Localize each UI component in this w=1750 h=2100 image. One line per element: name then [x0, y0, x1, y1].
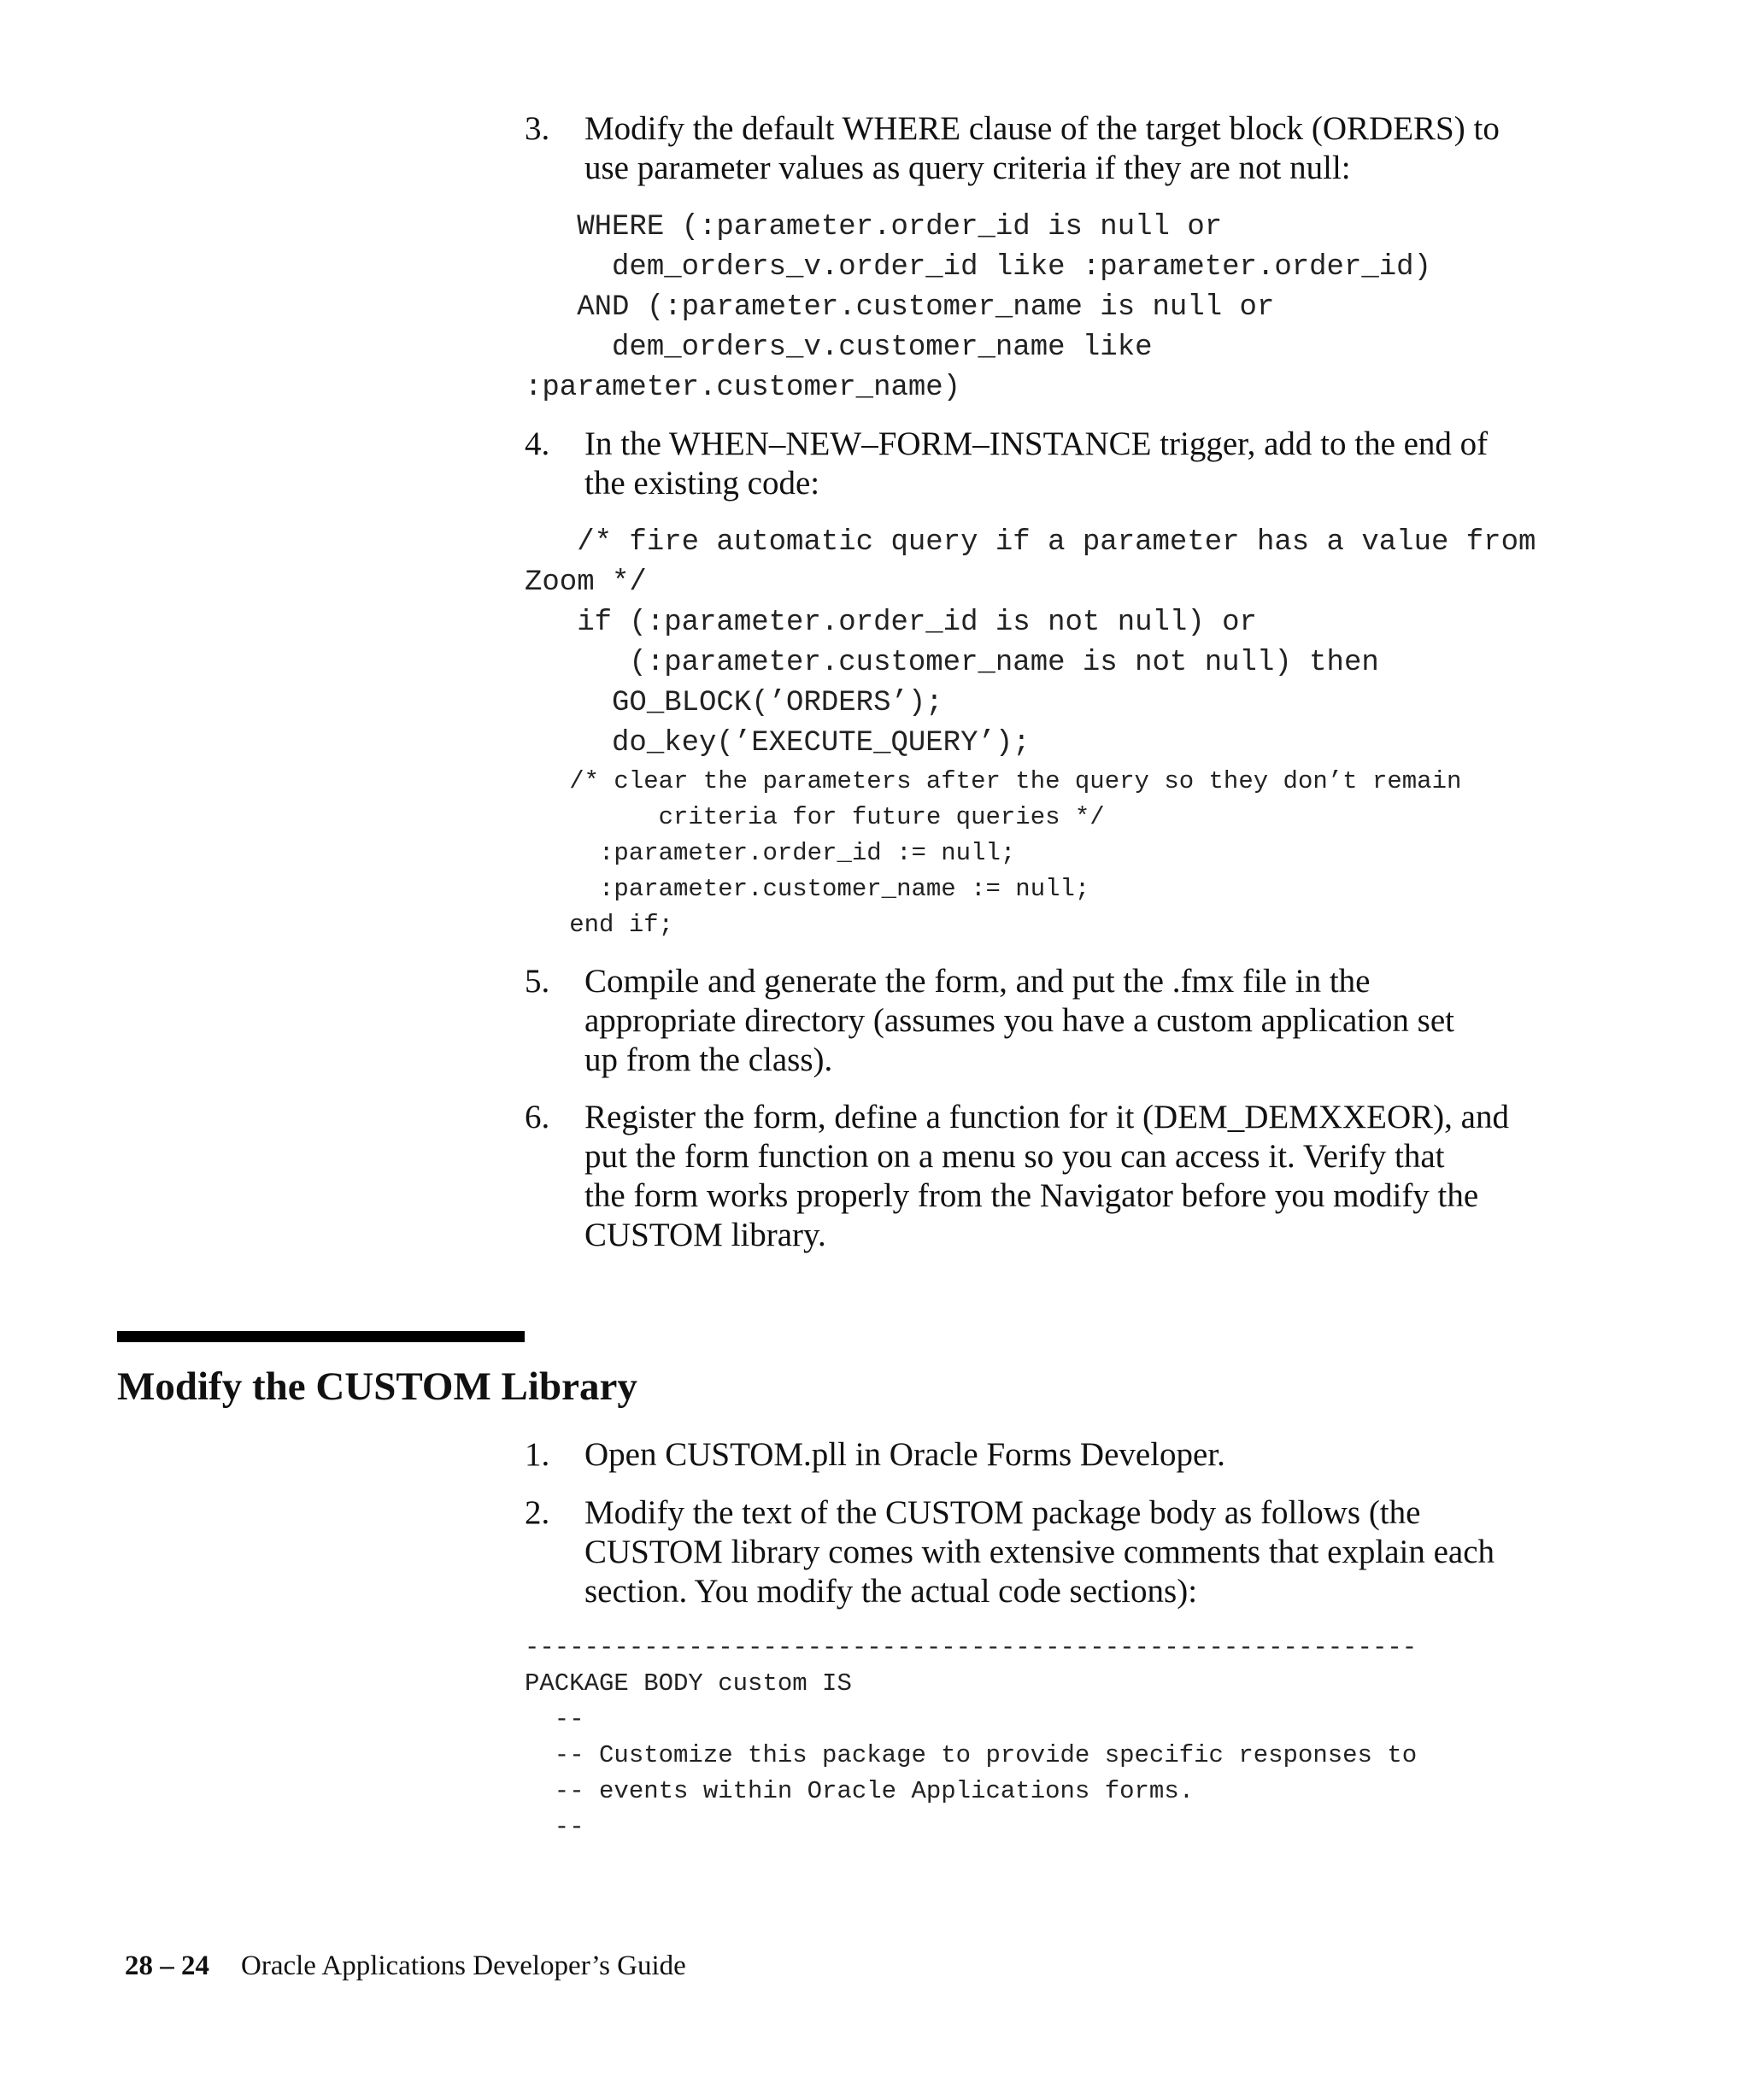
code-line: -- [525, 1705, 584, 1733]
step-text-line: In the WHEN–NEW–FORM–INSTANCE trigger, add to the end of [584, 425, 1489, 462]
step-text-line: CUSTOM library. [584, 1217, 826, 1253]
step-text-line: Modify the text of the CUSTOM package body as follows (the [584, 1494, 1421, 1531]
code-line: end if; [525, 911, 674, 939]
section-rule [117, 1331, 525, 1342]
step-text-line: CUSTOM library comes with extensive comments that explain each [584, 1534, 1495, 1570]
code-line: GO_BLOCK(’ORDERS’); [525, 687, 943, 719]
code-line: dem_orders_v.order_id like :parameter.order_id) [525, 251, 1431, 284]
code-line: criteria for future queries */ [525, 803, 1105, 831]
code-line: /* clear the parameters after the query so they don’t remain [525, 767, 1462, 795]
step-4 [525, 425, 1567, 503]
step-text-line: appropriate directory (assumes you have a custom application set [584, 1002, 1454, 1039]
section-heading: Modify the CUSTOM Library [117, 1364, 637, 1409]
code-line: -- events within Oracle Applications forms. [525, 1777, 1195, 1805]
code-line: -- Customize this package to provide specific responses to [525, 1741, 1418, 1769]
step-3 [525, 109, 1567, 188]
step-text-line: Register the form, define a function for it (DEM_DEMXXEOR), and [584, 1099, 1509, 1135]
code-line: Zoom */ [525, 566, 647, 599]
code-line: (:parameter.customer_name is not null) then [525, 647, 1379, 679]
step-text-line: use parameter values as query criteria if they are not null: [584, 150, 1351, 186]
code-block-trigger [525, 523, 1536, 764]
step-number: 1. [525, 1436, 550, 1473]
step-2 [525, 1493, 1567, 1611]
step-text-line: Compile and generate the form, and put the .fmx file in the [584, 963, 1371, 1000]
code-line: if (:parameter.order_id is not null) or [525, 607, 1257, 639]
step-number: 5. [525, 963, 550, 1000]
code-line: do_key(’EXECUTE_QUERY’); [525, 727, 1031, 760]
book-title: Oracle Applications Developer’s Guide [241, 1950, 686, 1981]
code-block-where-clause [525, 208, 1431, 408]
code-line: :parameter.customer_name := null; [525, 875, 1090, 903]
code-line: WHERE (:parameter.order_id is null or [525, 211, 1223, 243]
code-line: AND (:parameter.customer_name is null or [525, 291, 1275, 324]
code-line: dem_orders_v.customer_name like [525, 331, 1153, 364]
step-number: 3. [525, 110, 550, 147]
step-number: 2. [525, 1494, 550, 1531]
step-1 [525, 1435, 1567, 1475]
step-text-line: the existing code: [584, 465, 820, 502]
step-text-line: section. You modify the actual code sections): [584, 1573, 1198, 1610]
step-text-line: put the form function on a menu so you can access it. Verify that [584, 1138, 1445, 1175]
code-block-clear-parameters [525, 764, 1461, 943]
code-line: PACKAGE BODY custom IS [525, 1669, 852, 1698]
code-line: ------------------------------------------------------------ [525, 1634, 1418, 1662]
code-line: /* fire automatic query if a parameter has a value from [525, 526, 1536, 559]
step-text-line: up from the class). [584, 1041, 833, 1078]
code-block-package-body [525, 1630, 1417, 1845]
step-number: 4. [525, 425, 550, 462]
step-text-line: Modify the default WHERE clause of the target block (ORDERS) to [584, 110, 1500, 147]
step-5 [525, 962, 1567, 1080]
step-text-line: the form works properly from the Navigator before you modify the [584, 1177, 1479, 1214]
code-line: -- [525, 1813, 584, 1841]
page-number: 28 – 24 [125, 1950, 209, 1981]
step-6 [525, 1098, 1567, 1255]
step-number: 6. [525, 1099, 550, 1135]
code-line: :parameter.order_id := null; [525, 839, 1016, 867]
step-text-line: Open CUSTOM.pll in Oracle Forms Developer. [584, 1436, 1225, 1473]
page-footer [125, 1950, 686, 1982]
code-line: :parameter.customer_name) [525, 372, 961, 404]
